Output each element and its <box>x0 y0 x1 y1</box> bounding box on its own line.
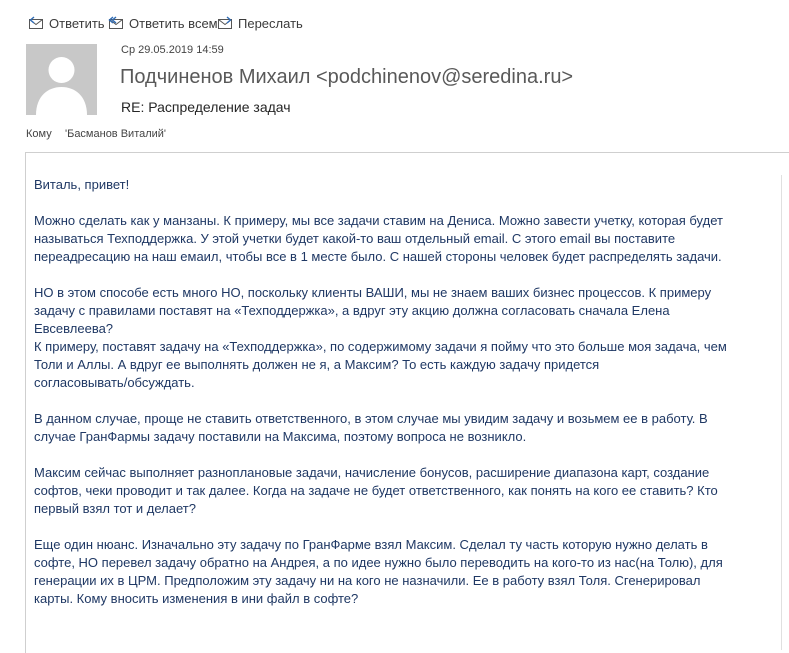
avatar-placeholder-icon <box>26 44 97 115</box>
greeting: Виталь, привет! <box>34 177 130 192</box>
to-label: Кому <box>26 128 52 140</box>
message-date: Ср 29.05.2019 14:59 <box>121 44 224 56</box>
reply-button[interactable] <box>28 13 105 33</box>
to-recipient[interactable]: 'Басманов Виталий' <box>65 128 167 140</box>
forward-label: Переслать <box>238 15 303 31</box>
forward-icon <box>217 16 233 30</box>
reply-icon <box>28 16 44 30</box>
reply-all-label: Ответить всем <box>129 15 218 31</box>
paragraph-4: Максим сейчас выполняет разноплановые задачи, начисление бонусов, расширение диапазона карт, создание софтов, чеки проводит и так далее. Когда на задаче не будет ответственного, как понять на кого ее ставить? Кто первый взял тот и делает? <box>34 465 718 516</box>
message-subject: RE: Распределение задач <box>121 99 291 115</box>
sender-name[interactable]: Подчиненов Михаил <podchinenov@seredina.ru> <box>120 66 574 88</box>
message-body <box>34 176 769 626</box>
paragraph-3: В данном случае, проще не ставить ответственного, в этом случае мы увидим задачу и возьмем ее в работу. В случае ГранФармы задачу поставили на Максима, поэтому вопроса не возникло. <box>34 411 708 444</box>
paragraph-5: Еще один нюанс. Изначально эту задачу по ГранФарме взял Максим. Сделал ту часть которую нужно делать в софте, НО перевел задачу обратно на Андрея, а по идее нужно было переводить на кого-то из нас(на Толю), для генерации их в ЦРМ. Предположим эту задачу ни на кого не назначили. Ее в работу взял Толя. Сгенерировал карты. Кому вносить изменения в ини файл в софте? <box>34 537 723 606</box>
paragraph-2: НО в этом способе есть много НО, поскольку клиенты ВАШИ, мы не знаем ваших бизнес процессов. К примеру задачу с правилами поставят на «Техподдержка», а вдруг эту акцию должна согласовать сначала Елена Евсевлеева? К примеру, поставят задачу на «Техподдержка», по содержимому задачи я пойму что это больше моя задача, чем Толи и Аллы. А вдруг ее выполнять должен не я, а Максим? То есть каждую задачу придется согласовывать/обсуждать. <box>34 285 727 390</box>
reply-label: Ответить <box>49 15 105 31</box>
reply-all-button[interactable] <box>107 13 218 33</box>
paragraph-1: Можно сделать как у манзаны. К примеру, мы все задачи ставим на Дениса. Можно завести учетку, которая будет называться Техподдержка. У этой учетки будет какой-то ваш отдельный email. С этого email вы поставите переадресацию на наш емаил, чтобы все в 1 месте было. С нашей стороны человек будет распределять задачи. <box>34 213 723 264</box>
sender-avatar <box>26 44 97 115</box>
message-toolbar <box>0 0 789 44</box>
forward-button[interactable] <box>217 13 303 33</box>
recipients-row <box>26 128 166 140</box>
body-scrollbar[interactable] <box>781 175 789 650</box>
reply-all-icon <box>107 16 124 30</box>
